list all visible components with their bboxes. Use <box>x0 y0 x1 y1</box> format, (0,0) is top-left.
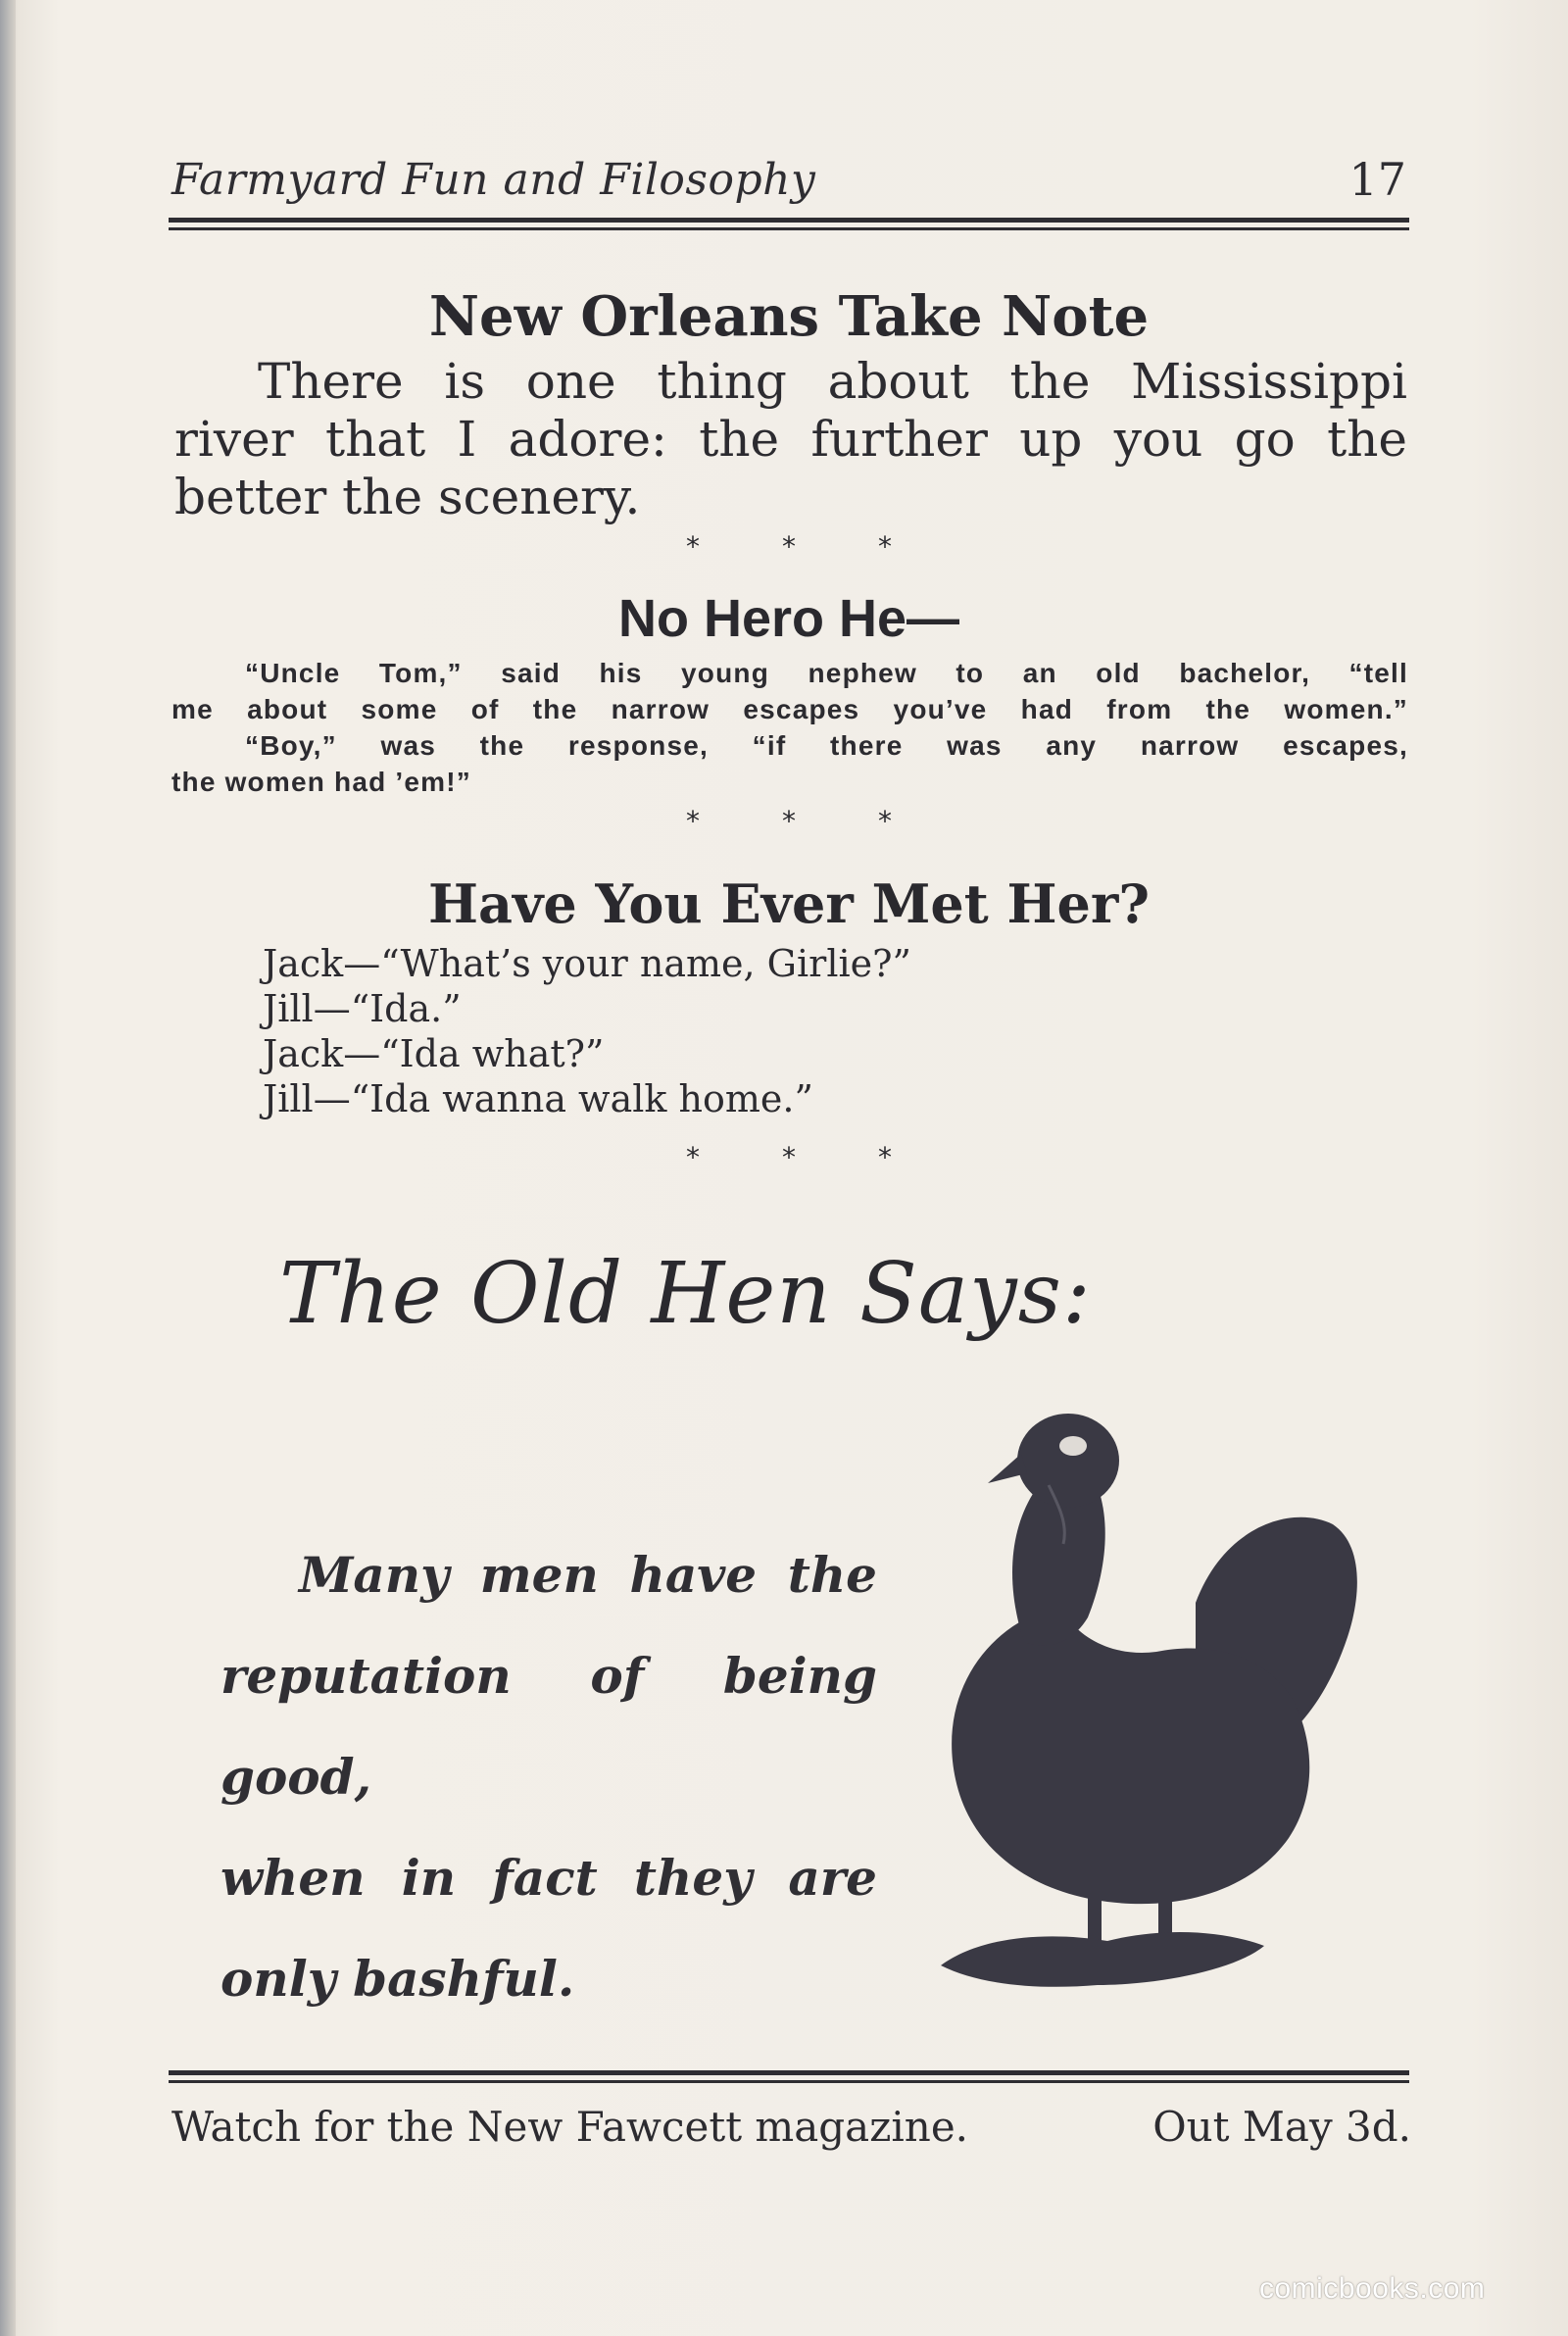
old-hen-title: The Old Hen Says: <box>279 1245 1092 1343</box>
text-line: better the scenery. <box>174 469 641 525</box>
separator-star: * <box>782 529 796 563</box>
section-title-no-hero: No Hero He— <box>617 589 960 648</box>
old-hen-quote <box>220 1524 877 2029</box>
text-line: me about some of the narrow escapes you’ve had from the women.” <box>172 694 1408 724</box>
separator-star: * <box>878 804 892 837</box>
hen-head <box>1017 1414 1119 1508</box>
separator-star: * <box>686 529 700 563</box>
running-header <box>172 147 1406 206</box>
text-line: “Boy,” was the response, “if there was any narrow escapes, <box>245 730 1408 761</box>
section-body-new-orleans <box>174 353 1407 526</box>
binding-edge <box>0 0 16 2336</box>
watermark: comicbooks.com <box>1259 2272 1486 2305</box>
header-rule <box>169 218 1409 230</box>
separator-star: * <box>686 1140 700 1173</box>
text-line: There is one thing about the Mississippi <box>258 353 1407 410</box>
separator-stars <box>686 806 892 835</box>
hen-illustration <box>902 1358 1372 1995</box>
running-title: Farmyard Fun and Filosophy <box>172 155 816 205</box>
footer-advert <box>172 2103 1411 2151</box>
dialogue-line: Jill—“Ida.” <box>263 987 462 1030</box>
hen-eye-highlight <box>1059 1436 1087 1456</box>
footer-left: Watch for the New Fawcett magazine. <box>172 2103 969 2151</box>
separator-star: * <box>878 1140 892 1173</box>
section-body-no-hero <box>172 655 1408 800</box>
dialogue-line: Jack—“What’s your name, Girlie?” <box>263 942 911 985</box>
hen-beak <box>988 1454 1027 1483</box>
separator-star: * <box>686 804 700 837</box>
separator-star: * <box>782 1140 796 1173</box>
quote-line: when in fact they are <box>220 1849 877 1907</box>
separator-star: * <box>878 529 892 563</box>
text-line: “Uncle Tom,” said his young nephew to an old bachelor, “tell <box>245 658 1408 688</box>
footer-right: Out May 3d. <box>1152 2103 1411 2151</box>
quote-line: Many men have the <box>299 1546 877 1604</box>
dialogue-line: Jill—“Ida wanna walk home.” <box>263 1077 813 1120</box>
footer-rule <box>169 2070 1409 2083</box>
quote-line: only bashful. <box>220 1950 575 2008</box>
section-title-met-her: Have You Ever Met Her? <box>428 872 1150 935</box>
separator-star: * <box>782 804 796 837</box>
section-title-new-orleans: New Orleans Take Note <box>428 284 1150 349</box>
text-line: the women had ’em!” <box>172 767 471 797</box>
separator-stars <box>686 531 892 561</box>
section-body-met-her <box>263 941 1047 1121</box>
hen-ground <box>941 1932 1264 1987</box>
page-number: 17 <box>1348 153 1406 206</box>
separator-stars <box>686 1142 892 1171</box>
text-line: river that I adore: the further up you go the <box>174 411 1407 468</box>
quote-line: reputation of being good, <box>220 1647 877 1806</box>
dialogue-line: Jack—“Ida what?” <box>263 1032 605 1075</box>
